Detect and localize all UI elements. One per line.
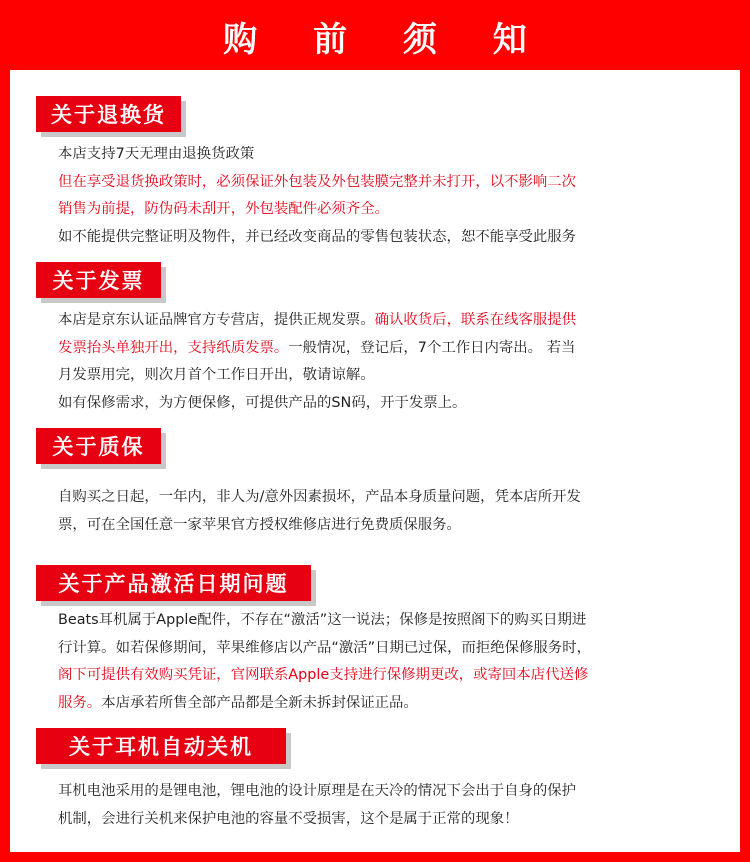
section-body <box>58 778 698 833</box>
text-line: 行计算。如若保修期间，苹果维修店以产品“激活”日期已过保，而拒绝保修服务时， <box>58 639 591 656</box>
text-line: 本店是京东认证品牌官方专营店，提供正规发票。确认收货后，联系在线客服提供 <box>58 312 577 328</box>
text-line: 如不能提供完整证明及物件，并已经改变商品的零售包装状态，恕不能享受此服务 <box>58 228 577 245</box>
section-body <box>58 607 698 717</box>
notice-panel <box>10 70 740 852</box>
text-line: 票，可在全国任意一家苹果官方授权维修店进行免费质保服务。 <box>58 516 461 533</box>
text-line: 如有保修需求，为方便保修，可提供产品的SN码，开于发票上。 <box>58 394 467 411</box>
section-body <box>58 484 698 539</box>
section-body <box>58 307 698 417</box>
text-line: 服务。本店承若所售全部产品都是全新未拆封保证正品。 <box>58 694 418 711</box>
section-body <box>58 141 698 251</box>
text-line: 机制，会进行关机来保护电池的容量不受损害，这个是属于正常的现象！ <box>58 810 519 827</box>
section-label: 关于耳机自动关机 <box>36 728 286 764</box>
text-line: 月发票用完，则次月首个工作日开出，敬请谅解。 <box>58 367 375 383</box>
text-line: 发票抬头单独开出，支持纸质发票。一般情况，登记后，7个工作日内寄出。 若当 <box>58 339 576 356</box>
section-label: 关于发票 <box>36 262 161 298</box>
text-line: 自购买之日起，一年内，非人为/意外因素损坏，产品本身质量问题，凭本店所开发 <box>58 489 581 505</box>
text-line: 阁下可提供有效购买凭证，官网联系Apple支持进行保修期更改，或寄回本店代送修 <box>58 667 589 683</box>
section-label: 关于退换货 <box>36 96 181 132</box>
page-title: 购 前 须 知 <box>223 19 549 60</box>
text-line: 销售为前提，防伪码未刮开，外包装配件必须齐全。 <box>58 201 389 217</box>
text-line: 但在享受退货换政策时，必须保证外包装及外包装膜完整并未打开，以不影响二次 <box>58 173 577 190</box>
section-label: 关于产品激活日期问题 <box>36 565 311 601</box>
text-line: 本店支持7天无理由退换货政策 <box>58 146 255 162</box>
section-label: 关于质保 <box>36 428 161 464</box>
text-line: Beats耳机属于Apple配件，不存在“激活”这一说法；保修是按照阁下的购买日期进 <box>58 612 587 628</box>
text-line: 耳机电池采用的是锂电池，锂电池的设计原理是在天冷的情况下会出于自身的保护 <box>58 783 577 799</box>
